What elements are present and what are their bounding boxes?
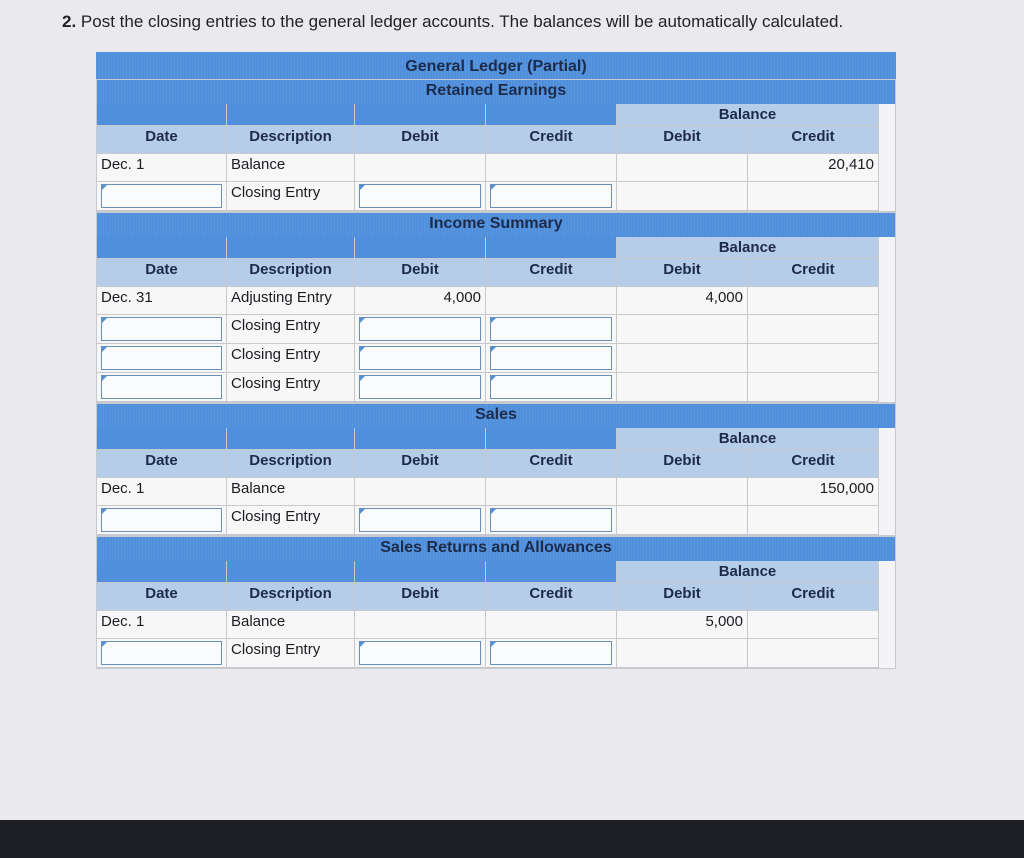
- date-cell: Dec. 1: [97, 611, 227, 639]
- credit-input[interactable]: [490, 641, 612, 665]
- bal-debit-cell: [617, 182, 748, 211]
- date-cell: Dec. 1: [97, 478, 227, 506]
- balance-debit-header: Debit: [617, 259, 748, 287]
- balance-credit-header: Credit: [748, 450, 879, 478]
- ledger-row: [97, 506, 895, 535]
- general-ledger: [96, 52, 896, 669]
- header-spacer: [97, 237, 227, 259]
- bal-credit-cell: [748, 639, 879, 668]
- date-header: Date: [97, 583, 227, 611]
- header-spacer: [486, 104, 617, 126]
- header-spacer: [227, 104, 355, 126]
- instruction-number: 2.: [62, 12, 77, 31]
- account-retained-earnings: [96, 79, 896, 212]
- credit-input[interactable]: [490, 184, 612, 208]
- date-cell: [97, 373, 227, 402]
- balance-header: Balance: [617, 561, 879, 583]
- credit-cell: [486, 344, 617, 373]
- credit-header: Credit: [486, 583, 617, 611]
- date-cell: [97, 639, 227, 668]
- ledger-row: [97, 611, 895, 639]
- balance-header-row: [97, 428, 895, 450]
- header-spacer: [486, 428, 617, 450]
- bal-debit-cell: 4,000: [617, 287, 748, 315]
- debit-input[interactable]: [359, 641, 481, 665]
- bal-debit-cell: [617, 315, 748, 344]
- credit-input[interactable]: [490, 375, 612, 399]
- bal-credit-cell: 20,410: [748, 154, 879, 182]
- balance-credit-header: Credit: [748, 583, 879, 611]
- date-cell: [97, 182, 227, 211]
- credit-cell: [486, 154, 617, 182]
- account-sales-returns-and-allowances: [96, 536, 896, 669]
- bal-debit-cell: [617, 373, 748, 402]
- debit-input[interactable]: [359, 184, 481, 208]
- ledger-row: [97, 154, 895, 182]
- debit-input[interactable]: [359, 375, 481, 399]
- balance-debit-header: Debit: [617, 583, 748, 611]
- description-header: Description: [227, 126, 355, 154]
- debit-header: Debit: [355, 259, 486, 287]
- bal-credit-cell: [748, 315, 879, 344]
- balance-debit-header: Debit: [617, 450, 748, 478]
- date-input[interactable]: [101, 641, 222, 665]
- instruction-text: Post the closing entries to the general ledger accounts. The balances will be automatically calculated.: [80, 12, 844, 31]
- bal-credit-cell: 150,000: [748, 478, 879, 506]
- header-spacer: [486, 237, 617, 259]
- bal-credit-cell: [748, 373, 879, 402]
- date-header: Date: [97, 259, 227, 287]
- header-spacer: [355, 428, 486, 450]
- bal-debit-cell: [617, 344, 748, 373]
- account-title: Retained Earnings: [97, 80, 895, 104]
- balance-credit-header: Credit: [748, 126, 879, 154]
- credit-cell: [486, 287, 617, 315]
- balance-debit-header: Debit: [617, 126, 748, 154]
- debit-cell: [355, 182, 486, 211]
- description-cell: Closing Entry: [227, 344, 355, 373]
- bal-debit-cell: [617, 154, 748, 182]
- bal-debit-cell: [617, 506, 748, 535]
- bal-credit-cell: [748, 344, 879, 373]
- ledger-row: [97, 287, 895, 315]
- ledger-row: [97, 373, 895, 402]
- date-header: Date: [97, 450, 227, 478]
- balance-header: Balance: [617, 237, 879, 259]
- date-input[interactable]: [101, 317, 222, 341]
- account-sales: [96, 403, 896, 536]
- date-cell: [97, 506, 227, 535]
- debit-cell: [355, 506, 486, 535]
- description-cell: Adjusting Entry: [227, 287, 355, 315]
- credit-cell: [486, 315, 617, 344]
- column-header-row: [97, 450, 895, 478]
- description-cell: Closing Entry: [227, 639, 355, 668]
- account-income-summary: [96, 212, 896, 403]
- description-header: Description: [227, 583, 355, 611]
- column-header-row: [97, 259, 895, 287]
- header-spacer: [97, 104, 227, 126]
- debit-cell: [355, 611, 486, 639]
- debit-header: Debit: [355, 126, 486, 154]
- date-input[interactable]: [101, 346, 222, 370]
- header-spacer: [97, 428, 227, 450]
- account-title: Sales: [97, 404, 895, 428]
- credit-header: Credit: [486, 126, 617, 154]
- ledger-row: [97, 639, 895, 668]
- bal-credit-cell: [748, 506, 879, 535]
- debit-input[interactable]: [359, 346, 481, 370]
- credit-cell: [486, 611, 617, 639]
- date-cell: [97, 344, 227, 373]
- debit-cell: 4,000: [355, 287, 486, 315]
- credit-cell: [486, 182, 617, 211]
- ledger-row: [97, 344, 895, 373]
- debit-header: Debit: [355, 450, 486, 478]
- balance-credit-header: Credit: [748, 259, 879, 287]
- description-cell: Closing Entry: [227, 373, 355, 402]
- column-header-row: [97, 126, 895, 154]
- ledger-title: General Ledger (Partial): [96, 52, 896, 79]
- ledger-row: [97, 478, 895, 506]
- debit-input[interactable]: [359, 508, 481, 532]
- description-cell: Balance: [227, 154, 355, 182]
- description-cell: Balance: [227, 478, 355, 506]
- credit-header: Credit: [486, 259, 617, 287]
- bal-credit-cell: [748, 611, 879, 639]
- bal-credit-cell: [748, 287, 879, 315]
- date-header: Date: [97, 126, 227, 154]
- ledger-row: [97, 182, 895, 211]
- header-spacer: [227, 428, 355, 450]
- ledger-row: [97, 315, 895, 344]
- credit-header: Credit: [486, 450, 617, 478]
- debit-cell: [355, 373, 486, 402]
- balance-header-row: [97, 104, 895, 126]
- debit-cell: [355, 344, 486, 373]
- column-header-row: [97, 583, 895, 611]
- header-spacer: [227, 237, 355, 259]
- description-cell: Balance: [227, 611, 355, 639]
- instruction: [62, 12, 843, 32]
- debit-cell: [355, 639, 486, 668]
- date-cell: Dec. 31: [97, 287, 227, 315]
- account-title: Sales Returns and Allowances: [97, 537, 895, 561]
- date-input[interactable]: [101, 508, 222, 532]
- credit-input[interactable]: [490, 317, 612, 341]
- screen-bezel: [0, 820, 1024, 858]
- credit-cell: [486, 478, 617, 506]
- debit-cell: [355, 315, 486, 344]
- date-cell: Dec. 1: [97, 154, 227, 182]
- credit-cell: [486, 506, 617, 535]
- accounts-container: [96, 79, 896, 669]
- header-spacer: [486, 561, 617, 583]
- date-cell: [97, 315, 227, 344]
- balance-header-row: [97, 561, 895, 583]
- header-spacer: [355, 561, 486, 583]
- credit-input[interactable]: [490, 508, 612, 532]
- bal-debit-cell: [617, 639, 748, 668]
- credit-input[interactable]: [490, 346, 612, 370]
- header-spacer: [227, 561, 355, 583]
- header-spacer: [355, 237, 486, 259]
- bal-debit-cell: 5,000: [617, 611, 748, 639]
- balance-header: Balance: [617, 104, 879, 126]
- header-spacer: [355, 104, 486, 126]
- bal-credit-cell: [748, 182, 879, 211]
- description-header: Description: [227, 450, 355, 478]
- header-spacer: [97, 561, 227, 583]
- debit-cell: [355, 154, 486, 182]
- date-input[interactable]: [101, 375, 222, 399]
- description-header: Description: [227, 259, 355, 287]
- description-cell: Closing Entry: [227, 506, 355, 535]
- debit-cell: [355, 478, 486, 506]
- credit-cell: [486, 373, 617, 402]
- account-title: Income Summary: [97, 213, 895, 237]
- description-cell: Closing Entry: [227, 315, 355, 344]
- description-cell: Closing Entry: [227, 182, 355, 211]
- debit-header: Debit: [355, 583, 486, 611]
- debit-input[interactable]: [359, 317, 481, 341]
- balance-header: Balance: [617, 428, 879, 450]
- credit-cell: [486, 639, 617, 668]
- balance-header-row: [97, 237, 895, 259]
- bal-debit-cell: [617, 478, 748, 506]
- date-input[interactable]: [101, 184, 222, 208]
